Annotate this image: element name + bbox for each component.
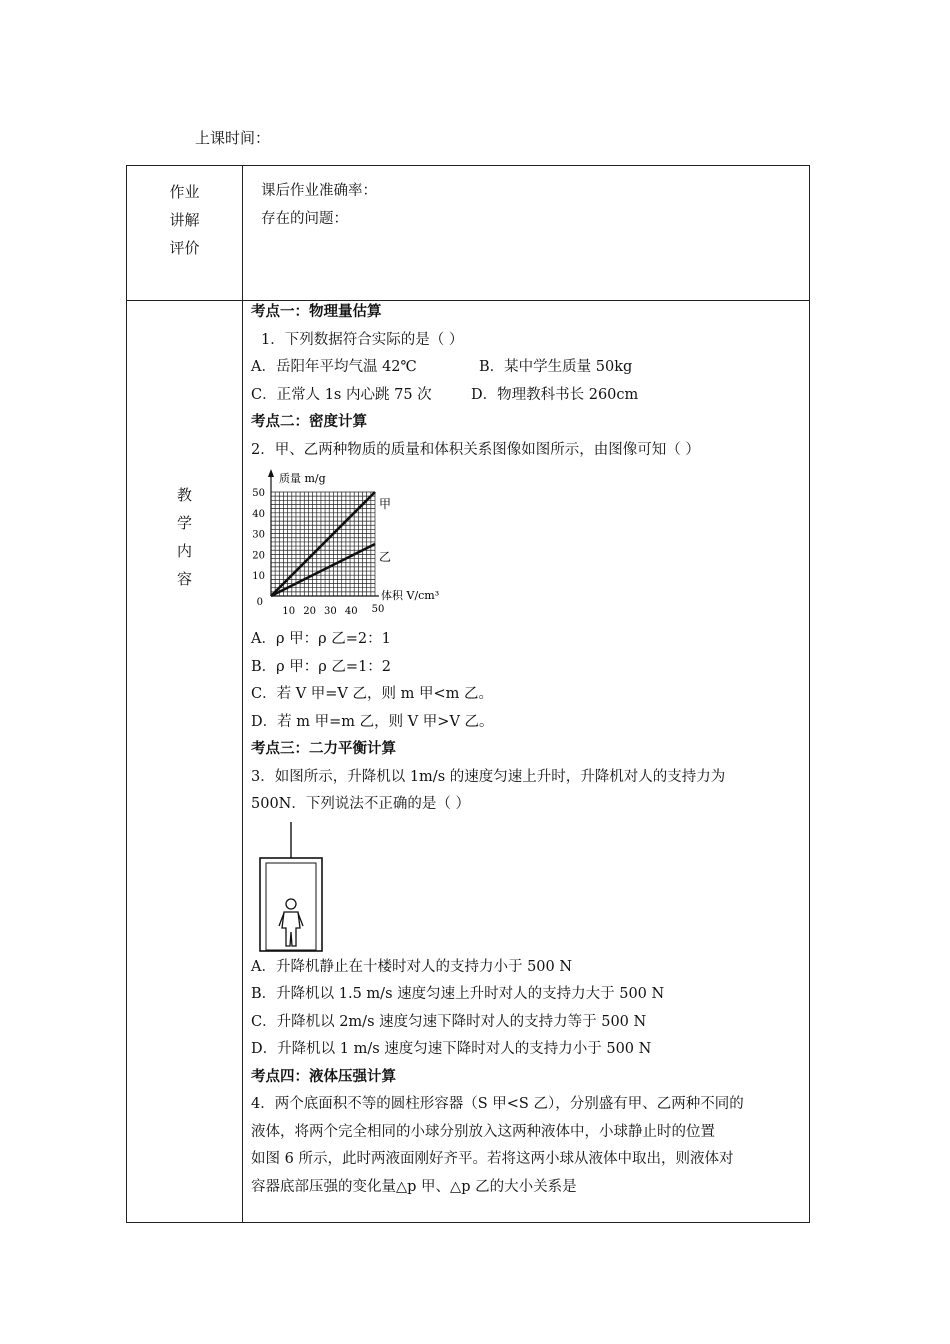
question-4-line-1: 4．两个底面积不等的圆柱形容器（S 甲<S 乙），分别盛有甲、乙两种不同的 — [251, 1096, 744, 1112]
homework-label-line: 评价 — [169, 239, 200, 257]
q2-option-d: D．若 m 甲=m 乙，则 V 甲>V 乙。 — [251, 713, 494, 730]
y-tick-label: 30 — [252, 529, 265, 541]
mass-volume-chart — [251, 464, 471, 626]
section-2-heading: 考点二：密度计算 — [251, 414, 367, 430]
q1-option-d: D．物理教科书长 260cm — [471, 386, 639, 403]
homework-content — [243, 178, 809, 233]
section-4-heading: 考点四：液体压强计算 — [251, 1068, 396, 1085]
q1-option-b: B．某中学生质量 50kg — [479, 359, 633, 375]
teaching-label-char: 容 — [176, 570, 192, 588]
accuracy-label: 课后作业准确率： — [261, 183, 377, 199]
q1-options-row-1 — [251, 354, 801, 382]
person-figure — [279, 899, 303, 946]
teaching-label-char: 学 — [176, 514, 192, 532]
x-tick-label: 20 — [303, 606, 316, 617]
question-4-line-3: 如图 6 所示，此时两液面刚好齐平。若将这两小球从液体中取出，则液体对 — [251, 1151, 734, 1167]
question-4-line-2: 液体，将两个完全相同的小球分别放入这两种液体中，小球静止时的位置 — [251, 1123, 715, 1140]
homework-label — [127, 178, 242, 262]
x-tick-label: 10 — [282, 606, 296, 617]
y-tick-label: 10 — [252, 571, 265, 583]
question-1: 1．下列数据符合实际的是（ ） — [261, 331, 464, 348]
question-3-line-1: 3．如图所示，升降机以 1m/s 的速度匀速上升时，升降机对人的支持力为 — [251, 768, 726, 785]
series-label: 甲 — [379, 497, 392, 511]
q3-option-a: A．升降机静止在十楼时对人的支持力小于 500 N — [251, 958, 573, 975]
question-4-line-4: 容器底部压强的变化量△p 甲、△p 乙的大小关系是 — [251, 1178, 577, 1195]
homework-label-line: 作业 — [169, 183, 200, 201]
q3-option-c: C．升降机以 2m/s 速度匀速下降时对人的支持力等于 500 N — [251, 1013, 647, 1030]
q2-option-a: A．ρ 甲：ρ 乙=2：1 — [251, 631, 391, 647]
y-axis-arrow — [268, 469, 274, 477]
x-tick-label: 40 — [344, 606, 358, 617]
y-tick-label: 40 — [252, 508, 265, 520]
class-time-label: 上课时间： — [195, 129, 271, 147]
homework-label-line: 讲解 — [169, 211, 200, 229]
series-line-yi — [271, 544, 375, 596]
q2-option-b: B．ρ 甲：ρ 乙=1：2 — [251, 658, 392, 675]
q3-option-b: B．升降机以 1.5 m/s 速度匀速上升时对人的支持力大于 500 N — [251, 986, 665, 1002]
section-1-heading: 考点一：物理量估算 — [251, 304, 382, 320]
series-line-jia — [271, 492, 375, 596]
x-axis-label: 体积 V/cm³ — [381, 589, 440, 602]
section-3-heading: 考点三：二力平衡计算 — [251, 741, 396, 757]
x-tick-label: 30 — [324, 606, 337, 617]
teaching-label — [127, 481, 242, 593]
x-tick-label: 50 — [371, 604, 385, 615]
question-2: 2．甲、乙两种物质的质量和体积关系图像如图所示，由图像可知（ ） — [251, 441, 700, 458]
q1-option-a: A．岳阳年平均气温 42℃ — [251, 359, 417, 375]
series-label: 乙 — [379, 550, 392, 564]
teaching-label-char: 内 — [176, 542, 192, 560]
teaching-content — [243, 299, 809, 1201]
y-tick-label: 20 — [252, 550, 265, 562]
q2-option-c: C．若 V 甲=V 乙，则 m 甲<m 乙。 — [251, 686, 493, 702]
q1-options-row-2 — [251, 382, 801, 410]
y-axis-label: 质量 m/g — [279, 472, 326, 485]
q1-option-c: C．正常人 1s 内心跳 75 次 — [251, 386, 432, 403]
issues-label: 存在的问题： — [261, 210, 348, 227]
elevator-diagram — [251, 822, 331, 954]
q3-option-d: D．升降机以 1 m/s 速度匀速下降时对人的支持力小于 500 N — [251, 1041, 652, 1057]
question-3-line-2: 500N．下列说法不正确的是（ ） — [251, 796, 470, 812]
lesson-table — [126, 165, 810, 1223]
teaching-label-char: 教 — [176, 486, 192, 504]
y-tick-label: 0 — [256, 597, 263, 608]
y-tick-label: 50 — [252, 488, 265, 499]
